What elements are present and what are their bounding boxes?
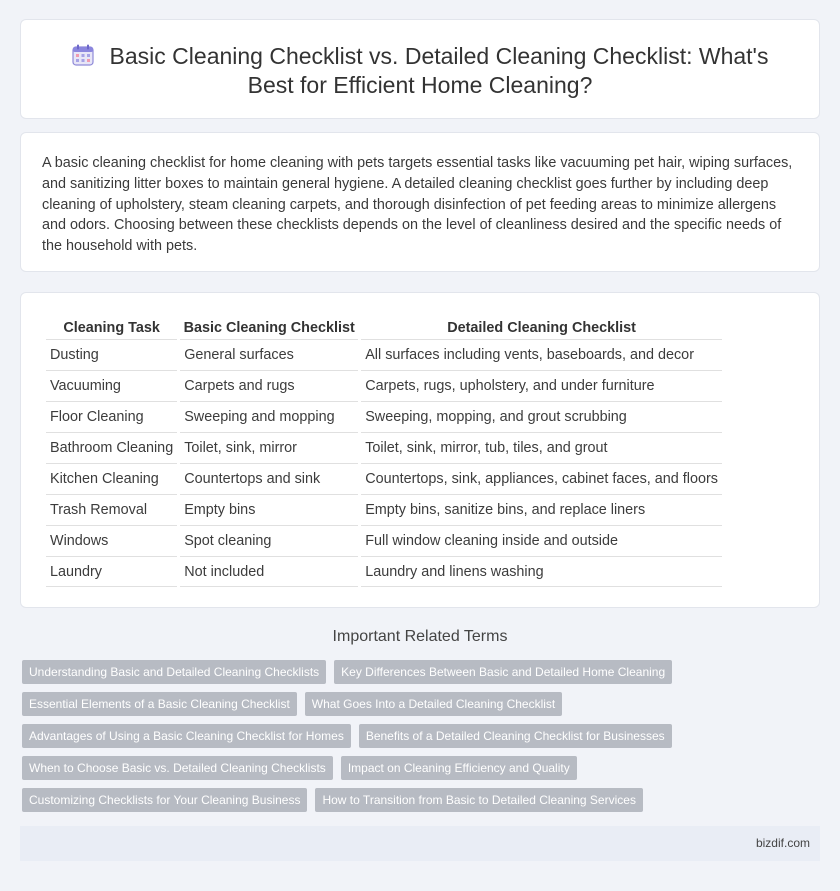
related-term-tag[interactable]: When to Choose Basic vs. Detailed Cleaning Checklists <box>22 756 333 780</box>
detailed-cell: Carpets, rugs, upholstery, and under furniture <box>361 370 722 401</box>
basic-cell: Toilet, sink, mirror <box>180 432 358 463</box>
header-cleaning-task: Cleaning Task <box>63 320 160 336</box>
page-title-text: Basic Cleaning Checklist vs. Detailed Cleaning Checklist: What's Best for Efficient Home Cleaning? <box>109 43 769 98</box>
table-header-row <box>46 317 722 339</box>
comparison-card <box>20 292 820 608</box>
detailed-cell: Countertops, sink, appliances, cabinet faces, and floors <box>361 463 722 494</box>
related-term-tag[interactable]: Benefits of a Detailed Cleaning Checklist for Businesses <box>359 724 672 748</box>
table-row <box>46 463 722 494</box>
basic-cell: Empty bins <box>180 494 358 525</box>
detailed-cell: Sweeping, mopping, and grout scrubbing <box>361 401 722 432</box>
table-row <box>46 370 722 401</box>
intro-paragraph: A basic cleaning checklist for home cleaning with pets targets essential tasks like vacuuming pet hair, wiping surfaces, and sanitizing litter boxes to maintain general hygiene. A detailed cleaning checklist goes further by including deep cleaning of upholstery, steam cleaning carpets, and thorough disinfection of pet feeding areas to minimize allergens and odors. Choosing between these checklists depends on the level of cleanliness desired and the specific needs of the household with pets. <box>42 155 793 255</box>
header-basic-checklist: Basic Cleaning Checklist <box>183 320 355 336</box>
comparison-table <box>43 317 725 587</box>
basic-cell: General surfaces <box>180 339 358 370</box>
tag-row <box>22 756 712 780</box>
header-detailed-checklist: Detailed Cleaning Checklist <box>447 320 636 336</box>
basic-cell: Countertops and sink <box>180 463 358 494</box>
table-row <box>46 432 722 463</box>
task-cell: Windows <box>46 525 177 556</box>
title-wrap <box>61 42 779 100</box>
related-term-tag[interactable]: Essential Elements of a Basic Cleaning Checklist <box>22 692 297 716</box>
table-row <box>46 525 722 556</box>
related-term-tag[interactable]: Key Differences Between Basic and Detailed Home Cleaning <box>334 660 672 684</box>
related-term-tag[interactable]: Advantages of Using a Basic Cleaning Checklist for Homes <box>22 724 351 748</box>
task-cell: Bathroom Cleaning <box>46 432 177 463</box>
related-term-tag[interactable]: How to Transition from Basic to Detailed Cleaning Services <box>315 788 642 812</box>
title-card <box>20 19 820 119</box>
task-cell: Kitchen Cleaning <box>46 463 177 494</box>
calendar-icon <box>72 44 94 66</box>
footer <box>20 826 820 861</box>
detailed-cell: Toilet, sink, mirror, tub, tiles, and grout <box>361 432 722 463</box>
task-cell: Vacuuming <box>46 370 177 401</box>
table-row <box>46 556 722 587</box>
tag-row <box>22 692 712 716</box>
basic-cell: Not included <box>180 556 358 587</box>
basic-cell: Spot cleaning <box>180 525 358 556</box>
task-cell: Floor Cleaning <box>46 401 177 432</box>
task-cell: Trash Removal <box>46 494 177 525</box>
detailed-cell: Full window cleaning inside and outside <box>361 525 722 556</box>
basic-cell: Sweeping and mopping <box>180 401 358 432</box>
table-row <box>46 494 722 525</box>
task-cell: Laundry <box>46 556 177 587</box>
intro-card <box>20 132 820 272</box>
page-title <box>61 42 779 100</box>
detailed-cell: Laundry and linens washing <box>361 556 722 587</box>
tag-row <box>22 788 712 812</box>
footer-site-link[interactable]: bizdif.com <box>755 836 810 850</box>
related-term-tag[interactable]: Customizing Checklists for Your Cleaning Business <box>22 788 307 812</box>
tag-row <box>22 724 712 748</box>
detailed-cell: All surfaces including vents, baseboards, and decor <box>361 339 722 370</box>
task-cell: Dusting <box>46 339 177 370</box>
related-terms-list <box>22 660 712 820</box>
related-term-tag[interactable]: What Goes Into a Detailed Cleaning Checklist <box>305 692 562 716</box>
basic-cell: Carpets and rugs <box>180 370 358 401</box>
table-row <box>46 401 722 432</box>
related-term-tag[interactable]: Impact on Cleaning Efficiency and Quality <box>341 756 577 780</box>
tag-row <box>22 660 712 684</box>
related-term-tag[interactable]: Understanding Basic and Detailed Cleaning Checklists <box>22 660 326 684</box>
related-terms-heading: Important Related Terms <box>332 628 508 645</box>
detailed-cell: Empty bins, sanitize bins, and replace liners <box>361 494 722 525</box>
table-row <box>46 339 722 370</box>
